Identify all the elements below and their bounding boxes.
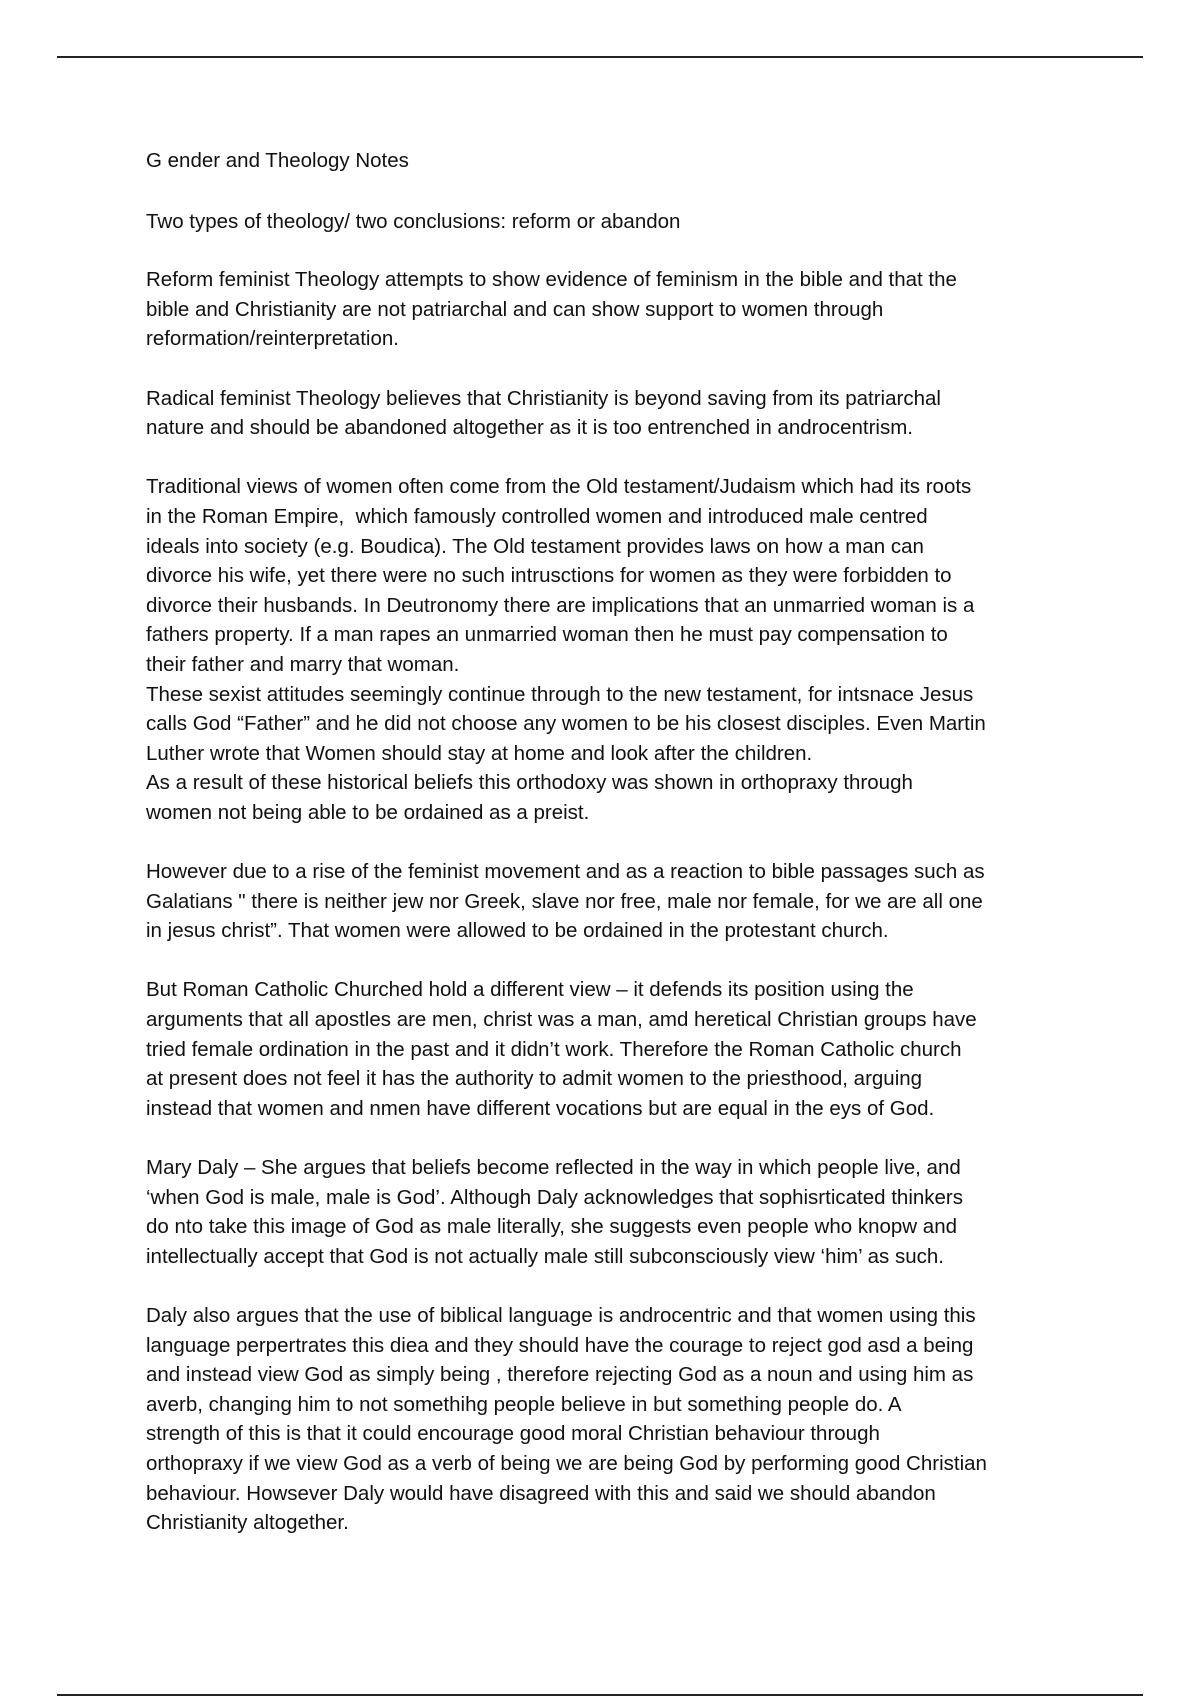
paragraph-sexist-attitudes: These sexist attitudes seemingly continue through to the new testament, for intsnace Jesus calls God “Father” and he did not choose any women to be his closest disciples. Even Martin Luther wrote that Women should stay at home and look after the children.	[146, 682, 986, 765]
header-rule	[57, 56, 1143, 58]
paragraph-daly-language: Daly also argues that the use of biblical language is androcentric and that women using this language perpertrates this diea and they should have the courage to reject god asd a being and instead view God as simply being , therefore rejecting God as a noun and using him as averb, changing him to not somethihg people believe in but something people do. A strength of this is that it could encourage good moral Christian behaviour through orthopraxy if we view God as a verb of being we are being God by performing good Christian behaviour. Howsever Daly would have disagreed with this and said we should abandon Christianity altogether.	[146, 1303, 987, 1535]
paragraph-traditional-views: Traditional views of women often come from the Old testament/Judaism which had its roots in the Roman Empire, which famously controlled women and introduced male centred ideals into society (e.g. Boudica). The Old testament provides laws on how a man can divorce his wife, yet there were no such intrusctions for women as they were forbidden to divorce their husbands. In Deutronomy there are implications that an unmarried woman is a fathers property. If a man rapes an unmarried woman then he must pay compensation to their father and marry that woman.	[146, 475, 975, 676]
paragraph-historical-beliefs: As a result of these historical beliefs this orthodoxy was shown in orthopraxy through women not being able to be ordained as a preist.	[146, 771, 913, 824]
document-subtitle: Two types of theology/ two conclusions: reform or abandon	[146, 209, 681, 233]
paragraph-feminist-movement: However due to a rise of the feminist movement and as a reaction to bible passages such as Galatians " there is neither jew nor Greek, slave nor free, male nor female, for we are all one in jesus christ”. That women were allowed to be ordained in the protestant church.	[146, 860, 985, 943]
paragraph-reform-feminist-theology: Reform feminist Theology attempts to show evidence of feminism in the bible and that the bible and Christianity are not patriarchal and can show support to women through reformation/reinterpretation.	[146, 268, 957, 351]
paragraph-radical-feminist-theology: Radical feminist Theology believes that Christianity is beyond saving from its patriarchal nature and should be abandoned altogether as it is too entrenched in androcentrism.	[146, 386, 941, 440]
paragraph-roman-catholic-view: But Roman Catholic Churched hold a different view – it defends its position using the arguments that all apostles are men, christ was a man, amd heretical Christian groups have tried female ordination in the past and it didn’t work. Therefore the Roman Catholic church at present does not feel it has the authority to admit women to the priesthood, arguing instead that women and nmen have different vocations but are equal in the eys of God.	[146, 978, 977, 1120]
footer-rule	[57, 1694, 1143, 1696]
document-title: G ender and Theology Notes	[146, 149, 409, 172]
paragraph-mary-daly: Mary Daly – She argues that beliefs become reflected in the way in which people live, and ‘when God is male, male is God’. Although Daly acknowledges that sophisrticated thinkers do nto take this image of God as male literally, she suggests even people who knopw and intellectually accept that God is not actually male still subconsciously view ‘him’ as such.	[146, 1156, 964, 1268]
document-body	[146, 146, 1086, 1538]
